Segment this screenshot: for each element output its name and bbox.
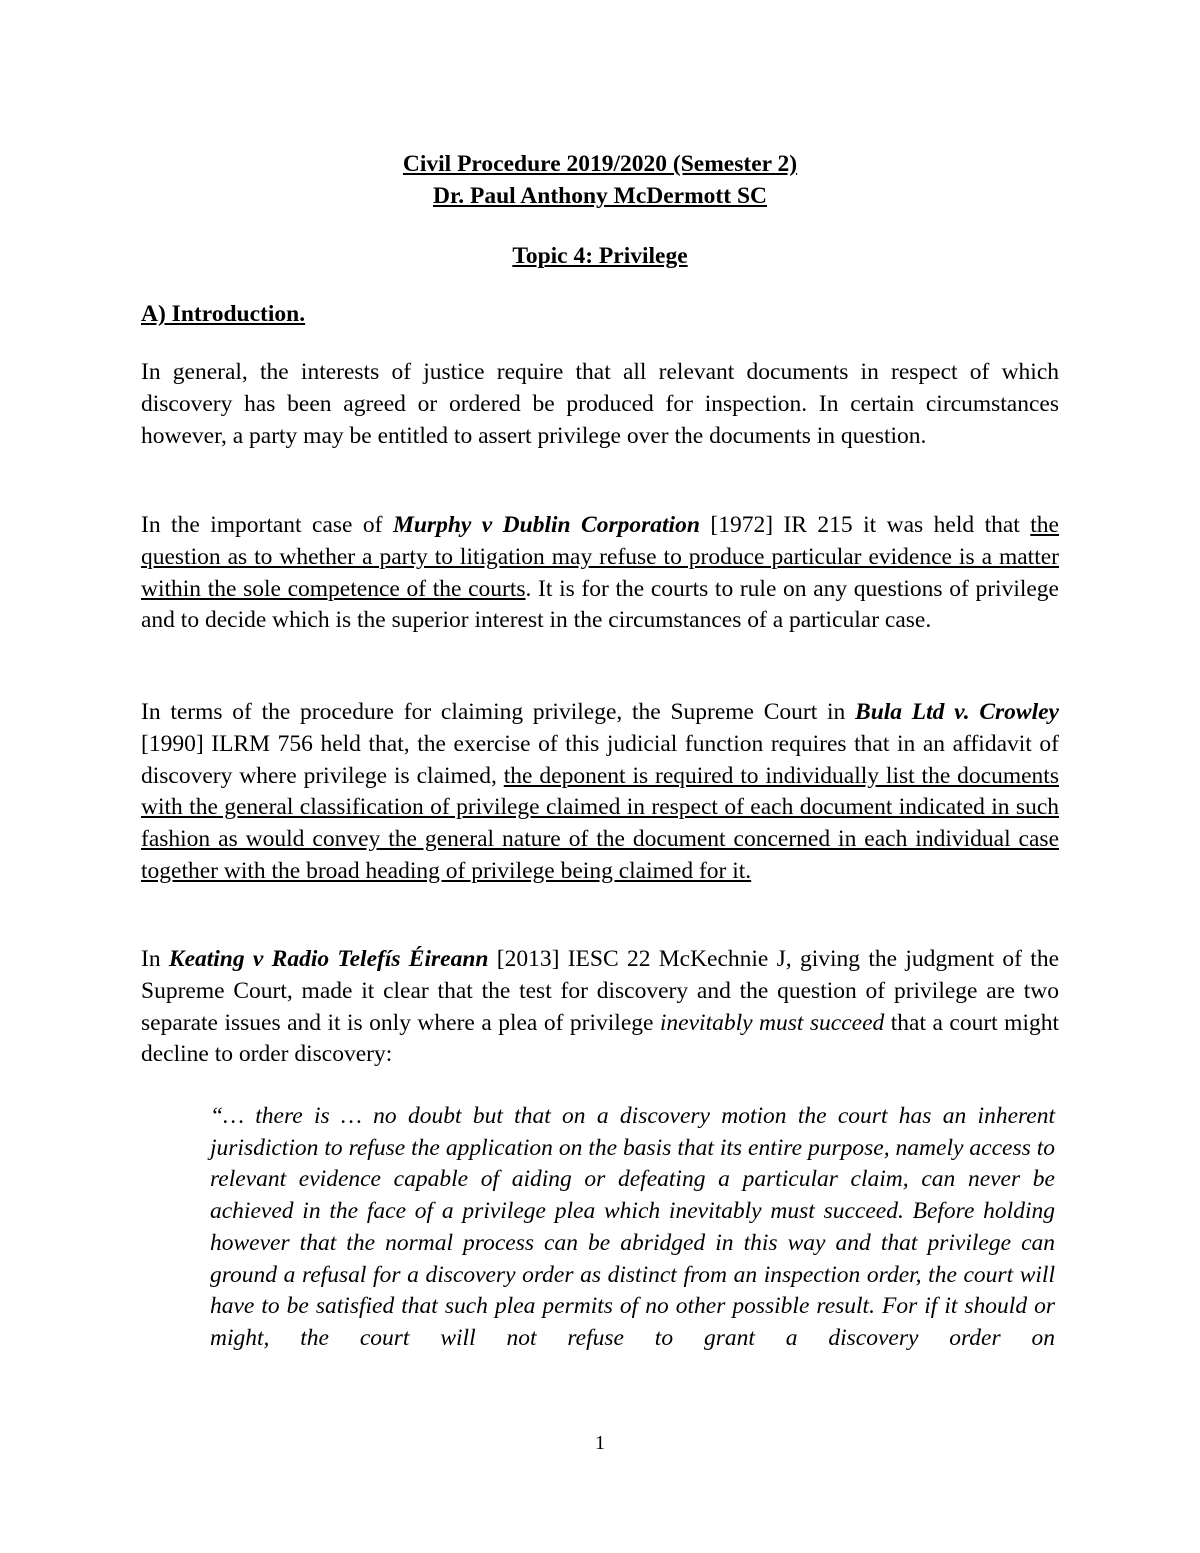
paragraph-murphy-tail: . It is for the courts to rule on any questions of privilege and to decide which is the superior interest in the circumstances of a particular case. (141, 575, 1059, 634)
paragraph-murphy-citation: [1972] IR 215 it was held that (699, 512, 1031, 538)
paragraph-bula-holding: the deponent is required to individually list the documents with the general classification of privilege claimed in respect of each document indicated in such fashion as would convey the general nature of the document concerned in each individual case together with the broad heading of privilege being claimed for it. (141, 762, 1059, 884)
paragraph-keating-tail: that a court might decline to order discovery: (141, 1009, 1060, 1068)
lecturer-name: Dr. Paul Anthony McDermott SC (433, 183, 767, 209)
paragraph-murphy-lead: In the important case of (141, 512, 393, 538)
paragraph-bula (141, 697, 1059, 888)
paragraph-introduction: In general, the interests of justice require that all relevant documents in respect of which discovery has been agreed or ordered be produced for inspection. In certain circumstances however, a party may be entitled to assert privilege over the documents in question. (141, 359, 1059, 449)
paragraph-keating-emphasis: inevitably must succeed (659, 1009, 885, 1036)
paragraph-bula-lead: In terms of the procedure for claiming privilege, the Supreme Court in (141, 699, 856, 725)
paragraph-keating (141, 944, 1059, 1071)
block-quote: “… there is … no doubt but that on a discovery motion the court has an inherent jurisdiction to refuse the application on the basis that its entire purpose, namely access to relevant evidence capable of aiding or defeating a particular claim, can never be achieved in the face of a privilege plea which inevitably must succeed. Before holding however that the normal process can be abridged in this way and that privilege can ground a refusal for a discovery order as distinct from an inspection order, the court will have to be satisfied that such plea permits of no other possible result. For if it should or might, the court will not refuse to grant a discovery order on (210, 1103, 1055, 1351)
course-title: Civil Procedure 2019/2020 (Semester 2) (402, 151, 798, 177)
paragraph-murphy (141, 510, 1059, 637)
paragraph-keating-lead: In (141, 946, 169, 972)
case-name-keating: Keating v Radio Telefís Éireann (168, 946, 489, 972)
case-name-murphy: Murphy v Dublin Corporation (392, 512, 700, 538)
page-number: 1 (595, 1432, 605, 1454)
title-block (0, 148, 1200, 212)
paragraph-bula-middle: [1990] ILRM 756 held that, the exercise of this judicial function requires that in an affidavit of discovery where privilege is claimed, (141, 730, 1059, 789)
section-heading: A) Introduction. (141, 301, 306, 327)
paragraph-keating-middle: [2013] IESC 22 McKechnie J, giving the judgment of the Supreme Court, made it clear that the test for discovery and the question of privilege are two separate issues and it is only where a plea of privilege (141, 946, 1060, 1036)
paragraph-murphy-holding: the question as to whether a party to litigation may refuse to produce particular evidence is a matter within the sole competence of the courts (141, 512, 1059, 602)
case-name-bula: Bula Ltd v. Crowley (855, 699, 1059, 725)
topic-heading: Topic 4: Privilege (512, 243, 688, 269)
